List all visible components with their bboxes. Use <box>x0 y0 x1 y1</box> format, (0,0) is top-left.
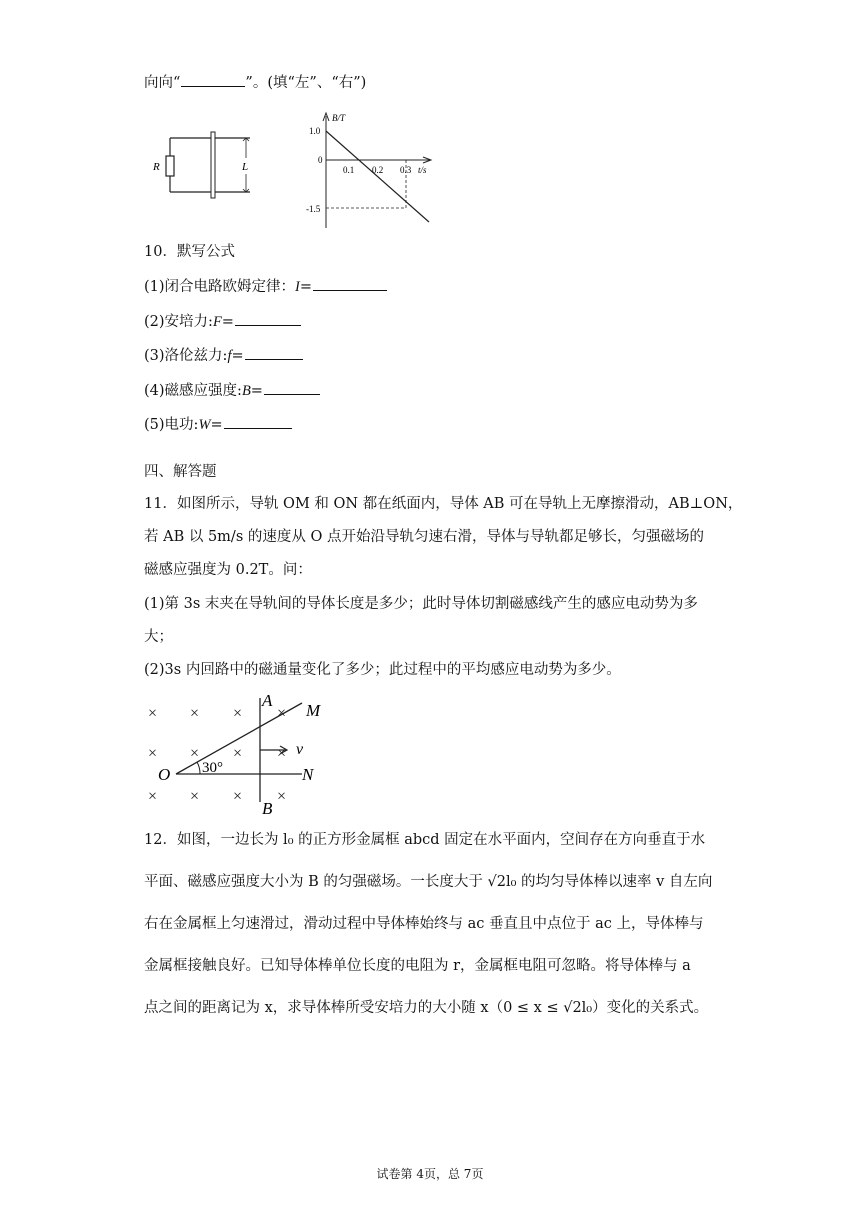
label-l: L <box>242 161 249 173</box>
q10-title: 10．默写公式 <box>144 244 235 260</box>
bt-graph <box>303 108 448 233</box>
x-tick-02: 0.2 <box>372 165 384 175</box>
q10-item-3-var: f <box>227 348 232 364</box>
label-o: O <box>158 765 171 784</box>
cross-mark: × <box>190 788 200 805</box>
page-footer: 试卷第 4页，总 7页 <box>376 1167 484 1181</box>
y-tick-neg: -1.5 <box>306 204 321 214</box>
cross-mark: × <box>148 788 158 805</box>
label-r: R <box>153 161 160 173</box>
q10-item-1-blank[interactable] <box>313 276 387 291</box>
q10-item-4-prefix: (4)磁感应强度: <box>144 383 242 399</box>
cross-mark: × <box>233 788 243 805</box>
q10-item-1 <box>144 276 387 297</box>
q11-line-1: 11．如图所示，导轨 OM 和 ON 都在纸面内，导体 AB 可在导轨上无摩擦滑动，AB⊥ON， <box>144 496 743 512</box>
q10-item-4 <box>144 380 320 401</box>
q10-item-5-blank[interactable] <box>224 414 292 429</box>
q11-line-4: (1)第 3s 末夹在导轨间的导体长度是多少；此时导体切割磁感线产生的感应电动势为多 <box>144 596 698 612</box>
q10-item-3-prefix: (3)洛伦兹力: <box>144 348 228 364</box>
q10-item-2 <box>144 311 301 332</box>
rails-figure <box>140 690 340 816</box>
q10-item-2-var: F <box>212 314 222 330</box>
y-tick-1: 1.0 <box>309 126 321 136</box>
q9-prefix: 向向“ <box>144 75 181 91</box>
cross-mark: × <box>190 745 200 762</box>
section-title: 四、解答题 <box>144 464 217 480</box>
q10-item-1-eq: = <box>299 279 313 295</box>
y-tick-0: 0 <box>318 155 323 165</box>
q10-item-4-eq: = <box>250 383 263 399</box>
q10-item-5 <box>144 414 292 435</box>
q10-item-5-var: W <box>198 417 211 433</box>
label-a: A <box>262 691 273 710</box>
q11-line-3: 磁感应强度为 0.2T。问： <box>144 562 312 578</box>
q11-line-2: 若 AB 以 5m/s 的速度从 O 点开始沿导轨匀速右滑，导体与导轨都足够长，匀强磁场的 <box>144 529 704 545</box>
q10-item-5-prefix: (5)电功: <box>144 417 199 433</box>
x-axis-label: t/s <box>418 165 427 175</box>
q10-item-4-var: B <box>241 383 251 399</box>
y-axis-label: B/T <box>332 113 346 123</box>
cross-mark: × <box>148 705 158 722</box>
q12-line-5: 点之间的距离记为 x，求导体棒所受安培力的大小随 x（0 ≤ x ≤ √2l₀）变化的关系式。 <box>144 1000 709 1016</box>
cross-mark: × <box>190 705 200 722</box>
q10-item-2-prefix: (2)安培力: <box>144 314 213 330</box>
q12-line-4: 金属框接触良好。已知导体棒单位长度的电阻为 r，金属框电阻可忽略。将导体棒与 a <box>144 958 691 974</box>
q12-line-2: 平面、磁感应强度大小为 B 的匀强磁场。一长度大于 √2l₀ 的均匀导体棒以速率 v 自左向 <box>144 874 713 890</box>
cross-mark: × <box>277 705 287 722</box>
q10-item-4-blank[interactable] <box>264 380 320 395</box>
q9-answer-blank[interactable] <box>181 72 245 87</box>
label-m: M <box>306 701 321 720</box>
q9-suffix: ”。(填“左”、“右”) <box>245 75 367 91</box>
q10-item-1-prefix: (1)闭合电路欧姆定律： <box>144 279 296 295</box>
circuit-figure <box>150 130 260 200</box>
x-tick-01: 0.1 <box>343 165 355 175</box>
label-angle: 30° <box>202 760 223 776</box>
q12-line-1: 12．如图，一边长为 l₀ 的正方形金属框 abcd 固定在水平面内，空间存在方向垂直于水 <box>144 832 706 848</box>
q11-line-6: (2)3s 内回路中的磁通量变化了多少；此过程中的平均感应电动势为多少。 <box>144 662 621 678</box>
cross-mark: × <box>233 745 243 762</box>
q11-line-5: 大； <box>144 629 173 645</box>
q10-item-3-blank[interactable] <box>245 345 303 360</box>
cross-mark: × <box>277 788 287 805</box>
cross-mark: × <box>277 745 287 762</box>
label-v: v <box>296 741 304 758</box>
q10-item-3 <box>144 345 303 366</box>
q12-line-3: 右在金属框上匀速滑过，滑动过程中导体棒始终与 ac 垂直且中点位于 ac 上，导体棒与 <box>144 916 704 932</box>
q10-item-2-eq: = <box>221 314 234 330</box>
q10-item-3-eq: = <box>231 348 244 364</box>
q9-tail <box>144 72 366 93</box>
label-n: N <box>302 765 314 784</box>
q10-item-5-eq: = <box>210 417 223 433</box>
q10-item-2-blank[interactable] <box>235 311 301 326</box>
cross-mark: × <box>148 745 158 762</box>
q10-item-1-var: I <box>295 279 300 295</box>
x-tick-03: 0.3 <box>400 165 412 175</box>
label-b: B <box>262 799 273 816</box>
cross-mark: × <box>233 705 243 722</box>
